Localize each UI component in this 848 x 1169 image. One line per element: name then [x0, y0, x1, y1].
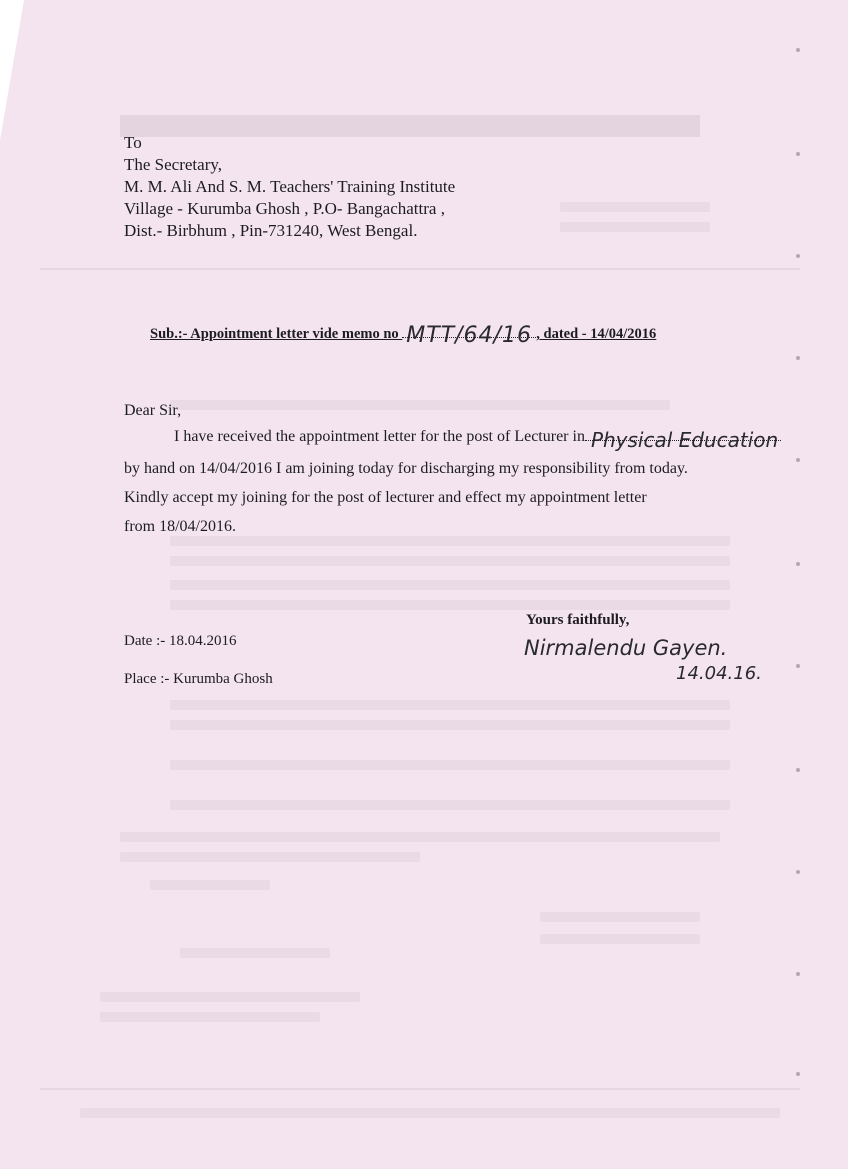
address-institute: M. M. Ali And S. M. Teachers' Training Institute	[124, 177, 456, 196]
punch-hole	[796, 562, 800, 566]
bleed-through-text	[180, 948, 330, 958]
greeting: Dear Sir,	[124, 402, 182, 419]
bleed-through-text	[120, 852, 420, 862]
bleed-through-text	[170, 800, 730, 810]
letter-place: Place :- Kurumba Ghosh	[124, 671, 273, 687]
body-line-4: from 18/04/2016.	[124, 518, 236, 535]
punch-hole	[796, 1072, 800, 1076]
punch-hole	[796, 458, 800, 462]
bleed-through-text	[100, 1012, 320, 1022]
punch-hole	[796, 152, 800, 156]
bleed-through-text	[120, 832, 720, 842]
memo-number-handwritten: MTT/64/16	[406, 323, 532, 348]
punch-hole	[796, 664, 800, 668]
folded-corner	[0, 0, 24, 140]
signature-name: Nirmalendu Gayen.	[524, 636, 728, 660]
bleed-through-text	[170, 580, 730, 590]
punch-hole	[796, 48, 800, 52]
body-line-1-text: I have received the appointment letter for the post of Lecturer in	[174, 428, 585, 445]
address-village: Village - Kurumba Ghosh , P.O- Bangachattra ,	[124, 199, 445, 218]
punch-hole	[796, 356, 800, 360]
punch-hole	[796, 972, 800, 976]
subject-suffix: , dated - 14/04/2016	[536, 326, 657, 342]
bleed-through-text	[560, 222, 710, 232]
subject-field	[585, 428, 781, 452]
recipient-address	[124, 132, 455, 242]
subject-line	[150, 323, 657, 348]
body-line-2: by hand on 14/04/2016 I am joining today for discharging my responsibility from today.	[124, 460, 688, 477]
bleed-through-rule	[40, 268, 800, 270]
body-line-3: Kindly accept my joining for the post of lecturer and effect my appointment letter	[124, 489, 647, 506]
address-district: Dist.- Birbhum , Pin-731240, West Bengal.	[124, 221, 418, 240]
signature-date: 14.04.16.	[676, 663, 762, 684]
closing: Yours faithfully,	[526, 612, 630, 628]
bleed-through-text	[170, 720, 730, 730]
subject-handwritten: Physical Education	[590, 428, 779, 452]
address-to: To	[124, 133, 142, 152]
bleed-through-text	[540, 934, 700, 944]
bleed-through-text	[170, 600, 730, 610]
bleed-through-rule	[40, 1088, 800, 1090]
bleed-through-text	[170, 556, 730, 566]
punch-hole	[796, 870, 800, 874]
punch-hole	[796, 768, 800, 772]
bleed-through-text	[80, 1108, 780, 1118]
bleed-through-text	[170, 760, 730, 770]
body-line-1	[174, 428, 781, 452]
punch-hole	[796, 254, 800, 258]
bleed-through-text	[170, 700, 730, 710]
bleed-through-text	[560, 202, 710, 212]
subject-prefix: Sub.:- Appointment letter vide memo no	[150, 326, 403, 342]
bleed-through-text	[170, 400, 670, 410]
memo-number-field	[402, 323, 536, 348]
bleed-through-text	[100, 992, 360, 1002]
bleed-through-text	[540, 912, 700, 922]
bleed-through-text	[170, 536, 730, 546]
bleed-through-text	[150, 880, 270, 890]
letter-date: Date :- 18.04.2016	[124, 633, 237, 649]
address-designation: The Secretary,	[124, 155, 223, 174]
